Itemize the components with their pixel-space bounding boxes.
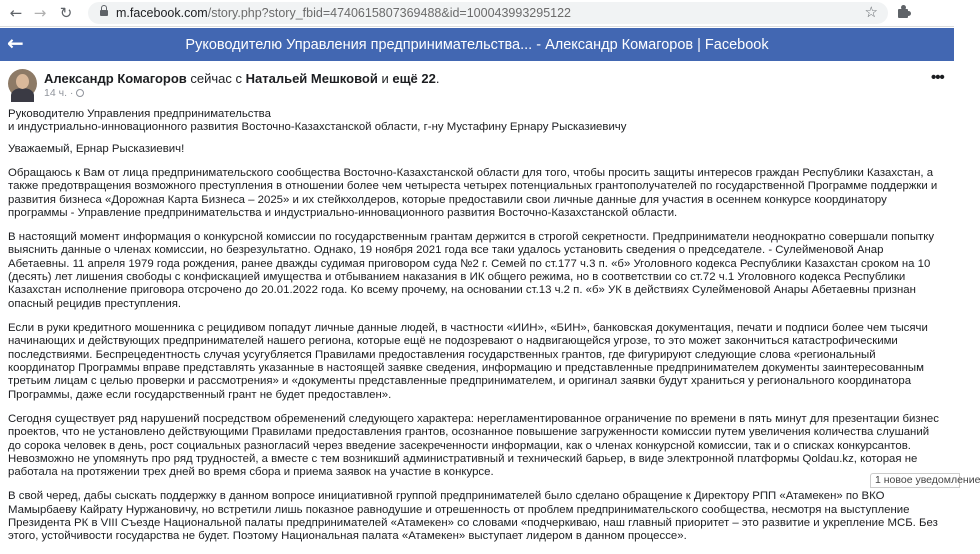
others-link[interactable]: ещё 22: [392, 71, 436, 86]
page-title: Руководителю Управления предпринимательства... - Александр Комагоров | Facebook: [185, 37, 769, 53]
body-paragraph-3: Если в руки кредитного мошенника с рецидивом попадут личные данные людей, в частности «ИИН», «БИН», банковская документация, печати и подписи более чем тысячи начинающих и действующих предпринимателей нашего региона, которые ещё не подозревают о надвигающейся угрозе, то это может закончиться катастрофическими последствиями. Беспрецедентность случая усугубляется Правилами предоставления государственных грантов, где фигурируют следующие слова «региональный координатор Программы вправе представлять указанные в настоящей заявке сведения, информацию и представленные предпринимателем документы заинтересованным третьим лицам с целью проверки и рассмотрения» и «документы представленные предпринимателем, и оригинал заявки будут храниться у регионального координатора Программы, даже если государственный грант не будет предоставлен».: [8, 321, 928, 401]
with-text: сейчас с: [186, 71, 246, 86]
post-meta: [44, 87, 84, 99]
body-paragraph-4: Сегодня существует ряд нарушений посредством обременений следующего характера: нерегламентированное ограничение по времени в пять минут для презентации бизнес проектов, что не установлено действующими Правилами предоставления грантов, осознанное повышение загруженности комиссии путем увеличения количества слушаний до сорока человек в день, рост социальных разногласий через введение засекреченности информации, как о членах конкурсной комиссии, так и о списках конкурсантов. Невозможно не упомянуть про ряд трудностей, а вместе с тем возникший административный и технический барьер, в виде электронной платформы Qoldau.kz, которая не работала на протяжении трех дней во время сбора и приема заявок на участие в конкурсе.: [8, 412, 939, 479]
author-line: [44, 71, 439, 86]
bookmark-star-icon[interactable]: ☆: [864, 3, 878, 21]
back-arrow-icon[interactable]: ←: [7, 31, 24, 55]
post-time[interactable]: 14 ч. ·: [44, 87, 74, 99]
address-line-2: и индустриально-инновационного развития Восточно-Казахстанской области, г-ну Мустафину Ернару Рысказиевичу: [8, 121, 627, 134]
body-paragraph-1: Обращаюсь к Вам от лица предпринимательского сообщества Восточно-Казахстанской области для того, чтобы просить защиты интересов граждан Республики Казахстан, а также предотвращения возможного преступления в отношении более чем четыреста четырех потенциальных грантополучателей по государственной Программе поддержки и развития бизнеса «Дорожная Карта Бизнеса – 2025» и их стейкхолдеров, которые предоставили свои личные данные для участия в осеннем конкурсе координатору программы - Управление предпринимательства и индустриально-инновационного развития Восточно-Казахстанской области.: [8, 166, 938, 219]
browser-forward-button[interactable]: →: [33, 4, 47, 22]
browser-reload-button[interactable]: ↻: [59, 4, 73, 22]
address-block: [8, 108, 944, 135]
address-bar[interactable]: [88, 2, 888, 24]
url-host: m.facebook.com: [116, 6, 208, 20]
tagged-person-link[interactable]: Натальей Мешковой: [245, 71, 378, 86]
browser-back-button[interactable]: ←: [9, 4, 23, 22]
body-paragraph-5: В свой черед, дабы сыскать поддержку в данном вопросе инициативной группой предпринимателей было сделано обращение к Директору РПП «Атамекен» по ВКО Мамырбаеву Кайрату Нуржановичу, но встретили лишь показное равнодушие и отрешенность от проблем предпринимательского сообщества, несмотря на выступление Президента РК в VIII Съезде Национальной палаты предпринимателей «Атамекен» со словами «подчеркиваю, наш главный приоритет – это развитие и укрепление МСБ. Без этого, устойчивости государства не будет. Поэтому Национальная палата «Атамекен» выступает лидером в данном процессе».: [8, 490, 938, 543]
and-text: и: [377, 71, 393, 86]
globe-icon: [76, 89, 84, 97]
body-paragraph-2: В настоящий момент информация о конкурсной комиссии по государственным грантам держится в строгой секретности. Предприниматели неоднократно совершали попытку выяснить данные о членах комиссии, но безрезультатно. Однако, 19 ноября 2021 года все таки удалось установить сведения о председателе. - Сулейменовой Анар Абетаевны. 11 апреля 1979 года рождения, ранее дважды судимая приговором суда №2 г. Семей по ст.177 ч.3 п. «б» Уголовного кодекса Республики Казахстан сроком на 10 (десять) лет лишения свободы с конфискацией имущества и отбыванием наказания в ИК общего режима, но в соответствии со ст.72 ч.1 Уголовного кодекса Республики Казахстан исполнение приговора отсрочено до 20.01.2022 года. Ко всему прочему, на основании ст.13 ч.2 п. «б» УК в действиях Сулейменовой Анары Абетаевны признан опасный рецидив преступления.: [8, 230, 935, 310]
author-avatar[interactable]: [8, 69, 37, 98]
browser-toolbar: [0, 0, 954, 27]
extensions-puzzle-icon[interactable]: [896, 4, 912, 20]
address-line-1: Руководителю Управления предпринимательства: [8, 108, 271, 120]
lock-icon[interactable]: [100, 8, 108, 17]
post-body: [8, 108, 944, 554]
more-options-icon[interactable]: •••: [931, 69, 944, 86]
author-line-tail: .: [435, 71, 440, 86]
story-post: [0, 61, 954, 543]
salutation: Уважаемый, Ернар Рысказиевич!: [8, 142, 185, 155]
url-path: /story.php?story_fbid=4740615807369488&id=100043993295122: [207, 6, 571, 20]
facebook-header-bar: [0, 28, 954, 61]
author-name-link[interactable]: Александр Комагоров: [44, 71, 187, 86]
url-text[interactable]: [116, 6, 571, 20]
notification-toast[interactable]: 1 новое уведомление: [870, 473, 960, 488]
